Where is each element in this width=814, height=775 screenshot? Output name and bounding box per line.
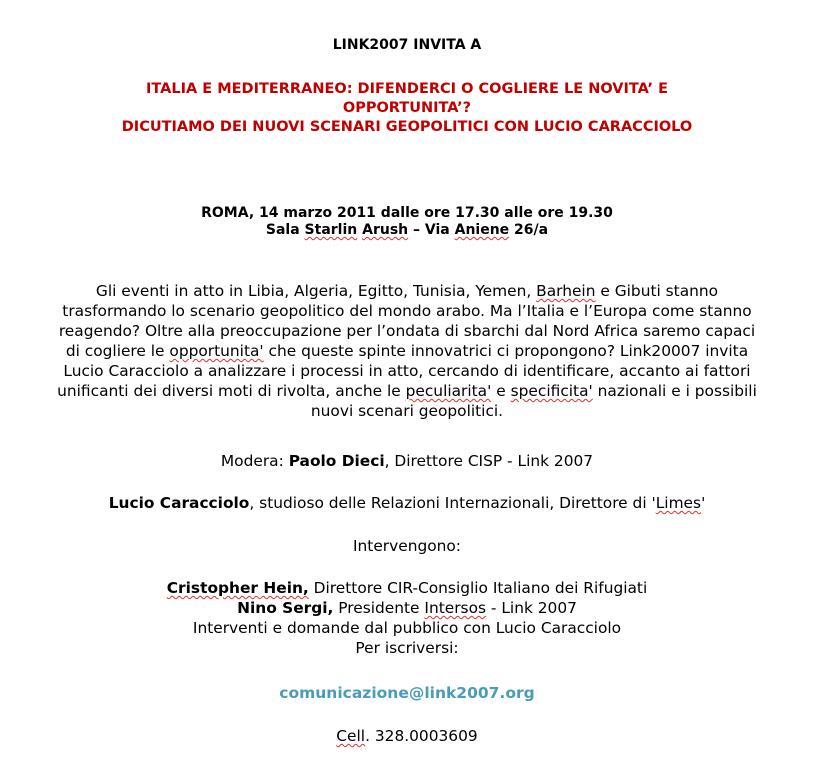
venue-prefix: Sala bbox=[265, 222, 305, 238]
desc-text: unificanti dei diversi moti di rivolta, anche le bbox=[57, 382, 406, 400]
participants-list bbox=[0, 578, 814, 658]
participant-2-org: Intersos bbox=[424, 599, 486, 617]
participant-2-role-end: - Link 2007 bbox=[486, 599, 577, 617]
desc-text: nazionali e i possibili bbox=[592, 382, 757, 400]
desc-line: reagendo? Oltre alla preoccupazione per l’ondata di sbarchi dal Nord Africa saremo capaci bbox=[58, 322, 756, 340]
desc-text: e bbox=[491, 382, 511, 400]
venue-name-1: Starlin bbox=[304, 222, 358, 238]
participants-heading: Intervengono: bbox=[353, 537, 461, 555]
desc-line: nuovi scenari geopolitici. bbox=[310, 402, 504, 420]
desc-text: specificita' bbox=[510, 382, 593, 400]
moderator-role: , Direttore CISP - Link 2007 bbox=[384, 452, 594, 470]
desc-text: che queste spinte innovatrici ci propongono? Link20007 invita bbox=[263, 342, 749, 360]
event-description bbox=[0, 281, 814, 421]
invite-text: LINK2007 INVITA A bbox=[332, 37, 482, 53]
venue-number: 26/a bbox=[509, 222, 549, 238]
desc-line: trasformando lo scenario geopolitico del mondo arabo. Ma l’Italia e l’Europa come stanno bbox=[62, 302, 752, 320]
moderator-prefix: Modera: bbox=[220, 452, 289, 470]
qa-line: Interventi e domande dal pubblico con Lucio Caracciolo bbox=[192, 619, 622, 637]
contact-cell bbox=[0, 726, 814, 746]
title-line-2: OPPORTUNITA’? bbox=[342, 100, 472, 116]
event-details bbox=[0, 205, 814, 239]
speaker-name: Lucio Caracciolo bbox=[108, 494, 250, 512]
speaker-role: , studioso delle Relazioni Internazionali, Direttore di ' bbox=[249, 494, 656, 512]
event-venue bbox=[0, 222, 814, 239]
desc-text: opportunita' bbox=[169, 342, 264, 360]
speaker-role-end: ' bbox=[701, 494, 706, 512]
contact-email bbox=[0, 683, 814, 702]
participant-2 bbox=[0, 598, 814, 618]
email-link[interactable]: comunicazione@link2007.org bbox=[279, 684, 535, 702]
event-date-time: ROMA, 14 marzo 2011 dalle ore 17.30 alle ore 19.30 bbox=[201, 205, 613, 221]
desc-line bbox=[0, 341, 814, 361]
speaker-line bbox=[0, 493, 814, 513]
speaker-role-publication: Limes bbox=[655, 494, 702, 512]
desc-line bbox=[0, 381, 814, 401]
title-line-1: ITALIA E MEDITERRANEO: DIFENDERCI O COGLIERE LE NOVITA’ E bbox=[145, 81, 669, 97]
moderator-name: Paolo Dieci bbox=[288, 452, 385, 470]
participant-1-role: Direttore CIR-Consiglio Italiano dei Rifugiati bbox=[308, 579, 648, 597]
venue-sep: – Via bbox=[408, 222, 455, 238]
event-subtitle: DICUTIAMO DEI NUOVI SCENARI GEOPOLITICI CON LUCIO CARACCIOLO bbox=[121, 119, 693, 135]
participant-2-role: Presidente bbox=[333, 599, 425, 617]
desc-text: Barhein bbox=[536, 282, 596, 300]
invite-line bbox=[0, 37, 814, 53]
cell-label: Cell bbox=[336, 727, 366, 745]
cell-number: . 328.0003609 bbox=[365, 727, 478, 745]
desc-text: peculiarita' bbox=[405, 382, 492, 400]
register-line: Per iscriversi: bbox=[355, 639, 459, 657]
desc-text: e Gibuti stanno bbox=[595, 282, 719, 300]
participant-1 bbox=[0, 578, 814, 598]
desc-text: Gli eventi in atto in Libia, Algeria, Egitto, Tunisia, Yemen, bbox=[95, 282, 537, 300]
desc-line: Lucio Caracciolo a analizzare i processi in atto, cercando di identificare, accanto ai fattori bbox=[63, 362, 751, 380]
participant-1-name: Cristopher Hein, bbox=[166, 579, 309, 597]
desc-line bbox=[0, 281, 814, 301]
participant-2-name: Nino Sergi, bbox=[237, 599, 334, 617]
venue-street: Aniene bbox=[454, 222, 510, 238]
event-title bbox=[0, 80, 814, 137]
desc-text: di cogliere le bbox=[65, 342, 170, 360]
venue-name-2: Arush bbox=[362, 222, 409, 238]
moderator-line bbox=[0, 451, 814, 471]
